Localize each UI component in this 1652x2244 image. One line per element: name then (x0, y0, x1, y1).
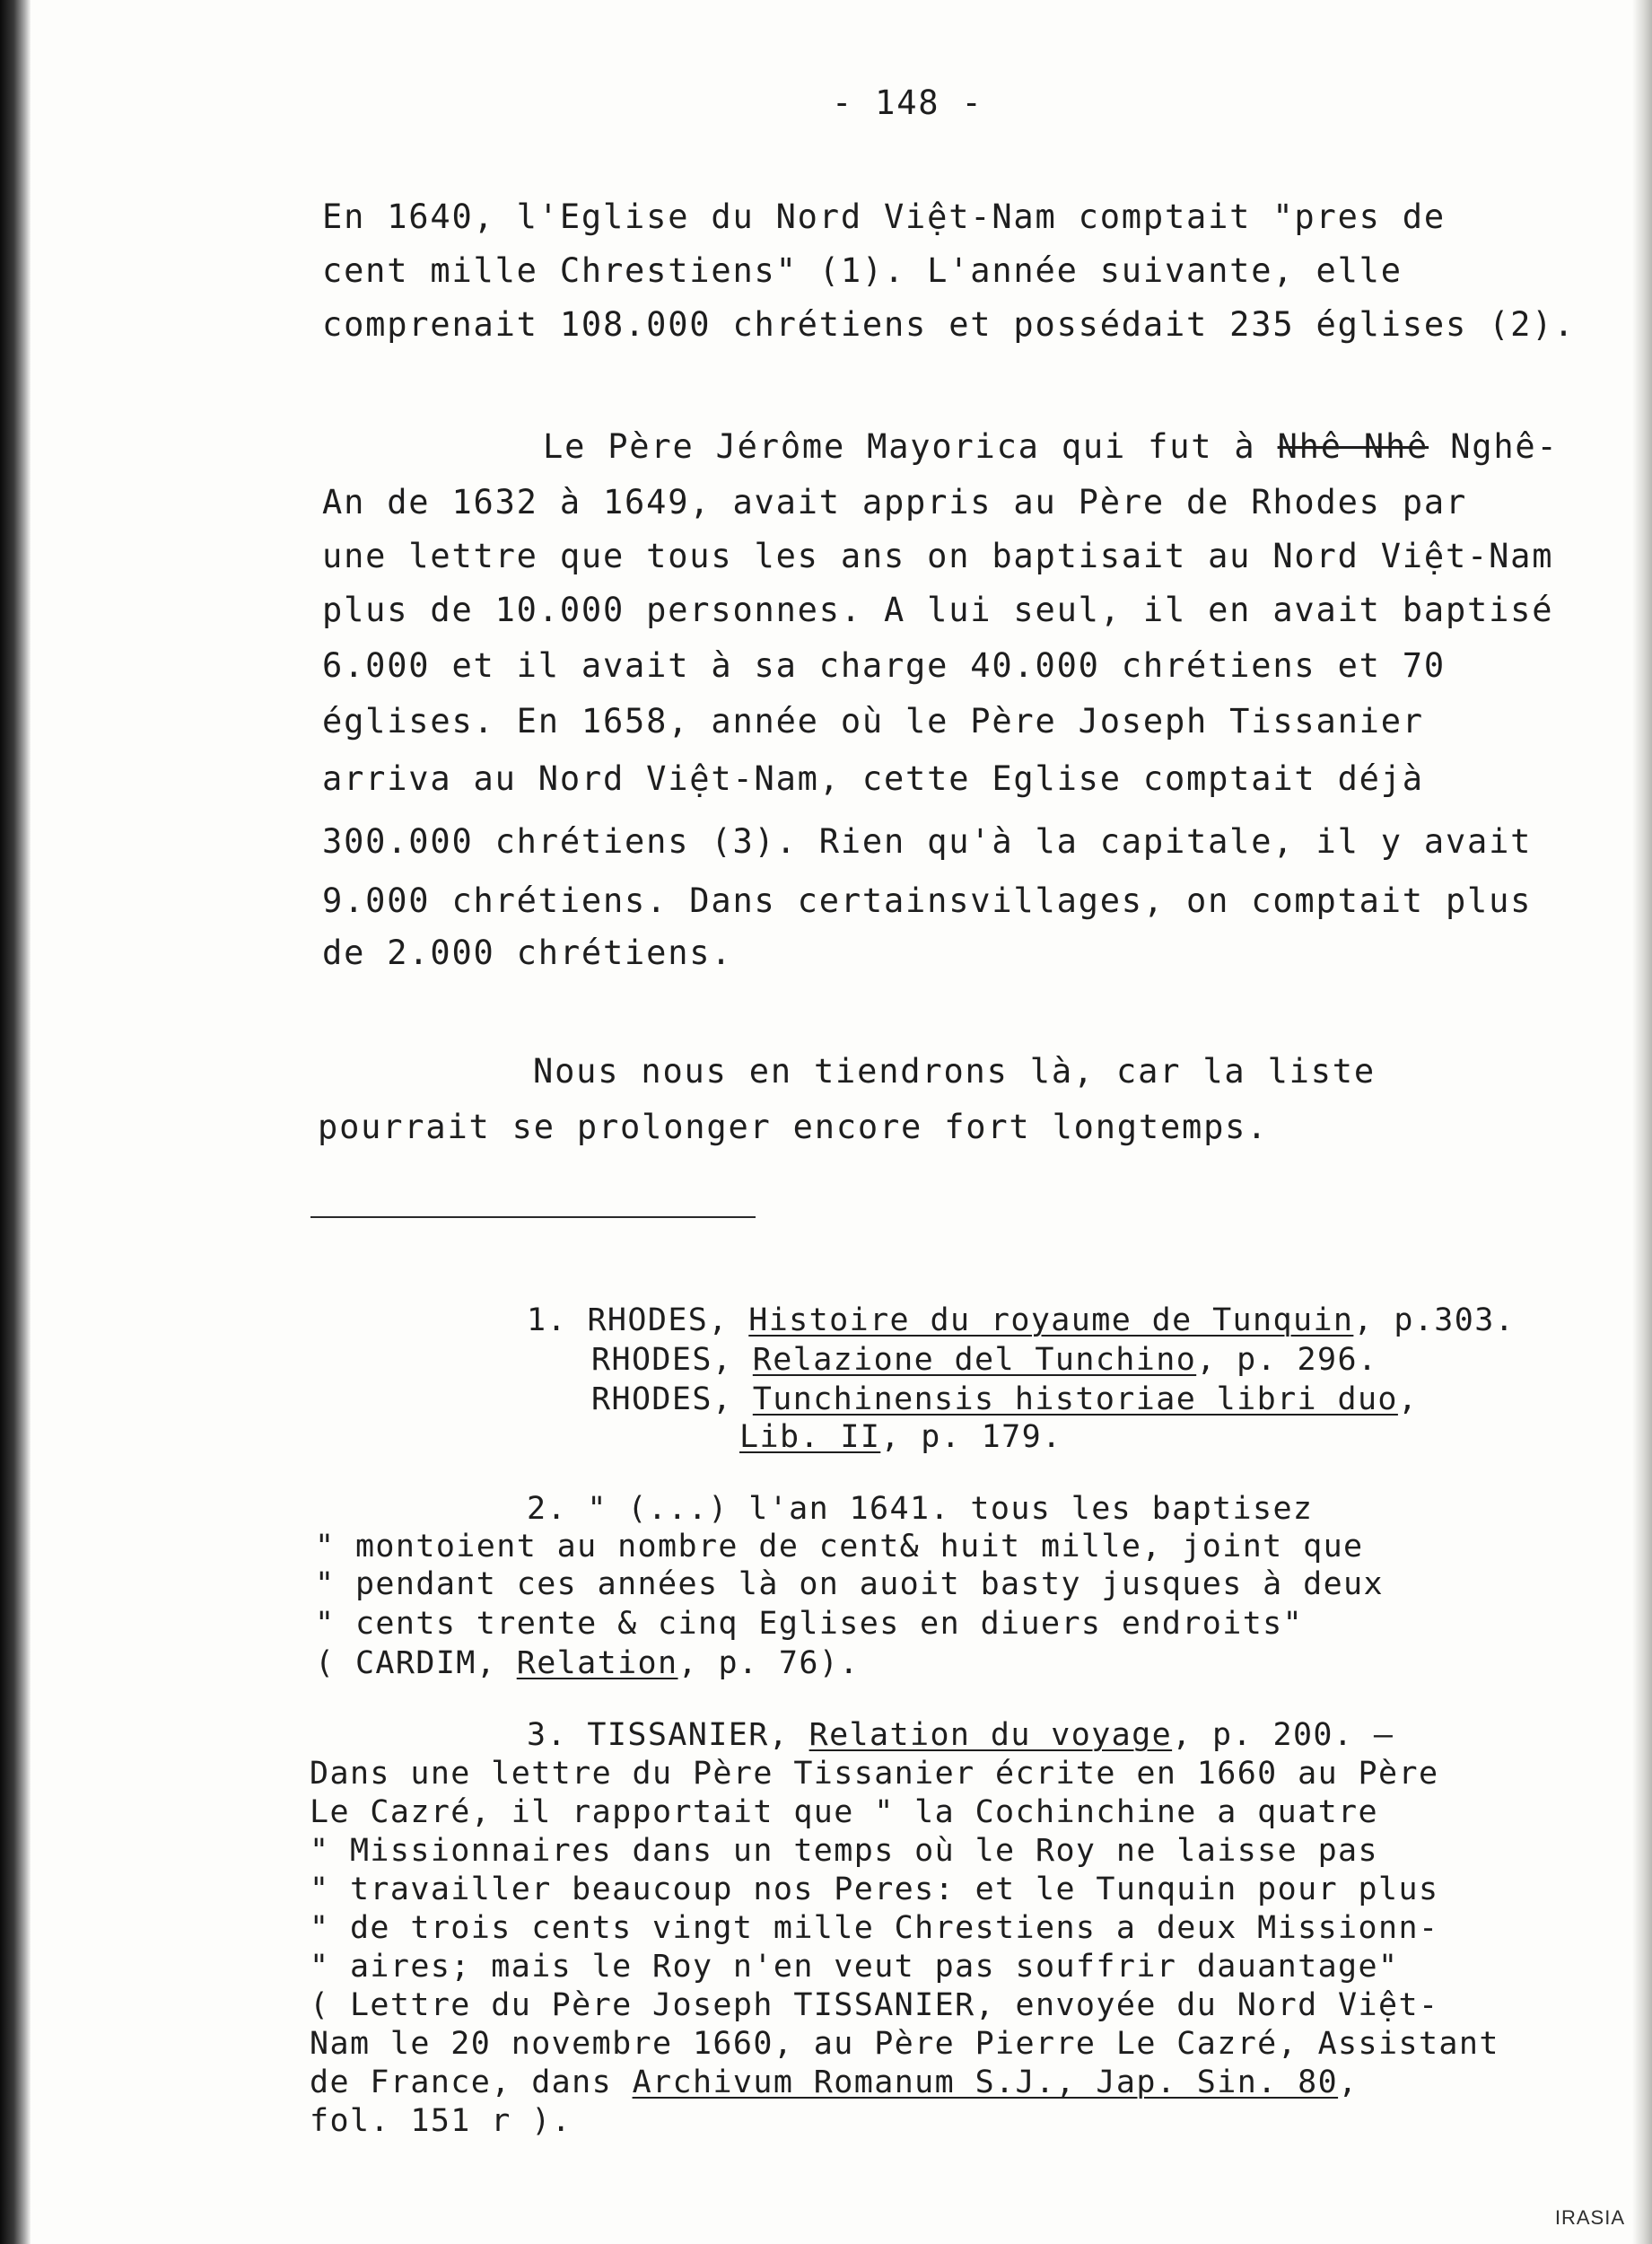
footnote-number: 1. (527, 1302, 567, 1338)
title: Tunchinensis historiae libri duo (752, 1381, 1398, 1417)
footnote-3-line: Nam le 20 novembre 1660, au Père Pierre Le Cazré, Assistant (310, 2026, 1499, 2062)
reference: , p. 200. — (1172, 1717, 1394, 1753)
author: RHODES, (591, 1342, 733, 1378)
footnote-3-line: Dans une lettre du Père Tissanier écrite en 1660 au Père (310, 1756, 1439, 1792)
title: Relation (516, 1645, 678, 1681)
footnote-3-line: ( Lettre du Père Joseph TISSANIER, envoyée du Nord Việt- (310, 1987, 1439, 2023)
body-line: 9.000 chrétiens. Dans certainsvillages, on comptait plus (322, 881, 1533, 920)
body-line: comprenait 108.000 chrétiens et possédait 235 églises (2). (322, 305, 1576, 344)
watermark: IRASIA (1554, 2206, 1625, 2229)
reference: , p.303. (1353, 1302, 1516, 1338)
footnote-2: 2. " (...) l'an 1641. tous les baptisez (527, 1491, 1314, 1527)
body-line: une lettre que tous les ans on baptisait au Nord Việt-Nam (322, 537, 1554, 575)
footnote-separator (310, 1216, 756, 1218)
footnote-3-line: fol. 151 r ). (310, 2103, 573, 2139)
page-edge (1632, 0, 1652, 2244)
title: Histoire du royaume de Tunquin (748, 1302, 1354, 1338)
author: RHODES, (587, 1302, 729, 1338)
body-line: Nous nous en tiendrons là, car la liste (533, 1052, 1376, 1091)
reference: , p. 179. (880, 1419, 1062, 1455)
footnote-1-line (591, 1341, 1377, 1379)
footnote-3-line: " de trois cents vingt mille Chrestiens a deux Missionn- (310, 1910, 1439, 1946)
body-line: 300.000 chrétiens (3). Rien qu'à la capitale, il y avait (322, 822, 1533, 861)
body-text: Le Père Jérôme Mayorica qui fut à (543, 427, 1278, 466)
body-line: cent mille Chrestiens" (1). L'année suivante, elle (322, 251, 1403, 290)
body-line: arriva au Nord Việt-Nam, cette Eglise comptait déjà (322, 759, 1424, 798)
reference: , (1397, 1381, 1419, 1417)
body-line: 6.000 et il avait à sa charge 40.000 chrétiens et 70 (322, 646, 1446, 685)
body-line: An de 1632 à 1649, avait appris au Père de Rhodes par (322, 483, 1468, 522)
footnote-3-line: Le Cazré, il rapportait que " la Cochinchine a quatre (310, 1794, 1379, 1830)
footnote-3-line (310, 2064, 1359, 2101)
footnote-3-line: " travailler beaucoup nos Peres: et le Tunquin pour plus (310, 1871, 1439, 1907)
footnote-3-line: " Missionnaires dans un temps où le Roy ne laisse pas (310, 1833, 1379, 1869)
reference: , (1338, 2064, 1359, 2100)
body-text: Nghê- (1429, 427, 1559, 466)
footnote-1 (527, 1302, 1515, 1339)
footnote-2-line: " cents trente & cinq Eglises en diuers endroits" (315, 1606, 1304, 1642)
body-line: En 1640, l'Eglise du Nord Việt-Nam comptait "pres de (322, 197, 1446, 236)
footnote-1-line (591, 1381, 1418, 1418)
body-line: églises. En 1658, année où le Père Joseph Tissanier (322, 702, 1424, 741)
citation-prefix: 3. TISSANIER, (527, 1717, 809, 1753)
body-line: plus de 10.000 personnes. A lui seul, il en avait baptisé (322, 591, 1554, 629)
body-line (543, 427, 1559, 467)
title: Lib. II (739, 1419, 881, 1455)
struck-text: Nhê Nhê (1277, 427, 1429, 466)
title: Relazione del Tunchino (752, 1342, 1197, 1378)
page-number: - 148 - (832, 83, 983, 122)
typewritten-page (31, 0, 1632, 2244)
footnote-2-line (315, 1644, 860, 1682)
reference: , p. 296. (1196, 1342, 1378, 1378)
footnote-1-line (739, 1418, 1062, 1456)
body-line: de 2.000 chrétiens. (322, 934, 733, 972)
citation-prefix: ( CARDIM, (315, 1645, 517, 1681)
footnote-2-line: " montoient au nombre de cent& huit mille, joint que (315, 1529, 1364, 1565)
footnote-2-line: " pendant ces années là on auoit basty jusques à deux (315, 1566, 1385, 1602)
body-line: pourrait se prolonger encore fort longtemps. (318, 1108, 1269, 1146)
footnote-3-line: " aires; mais le Roy n'en veut pas souffrir dauantage" (310, 1949, 1399, 1985)
footnote-3 (527, 1716, 1394, 1754)
author: RHODES, (591, 1381, 733, 1417)
title: Relation du voyage (809, 1717, 1173, 1753)
reference: , p. 76). (677, 1645, 860, 1681)
title: Archivum Romanum S.J., Jap. Sin. 80 (632, 2064, 1339, 2100)
body-text: de France, dans (310, 2064, 633, 2100)
binding-shadow (0, 0, 31, 2244)
